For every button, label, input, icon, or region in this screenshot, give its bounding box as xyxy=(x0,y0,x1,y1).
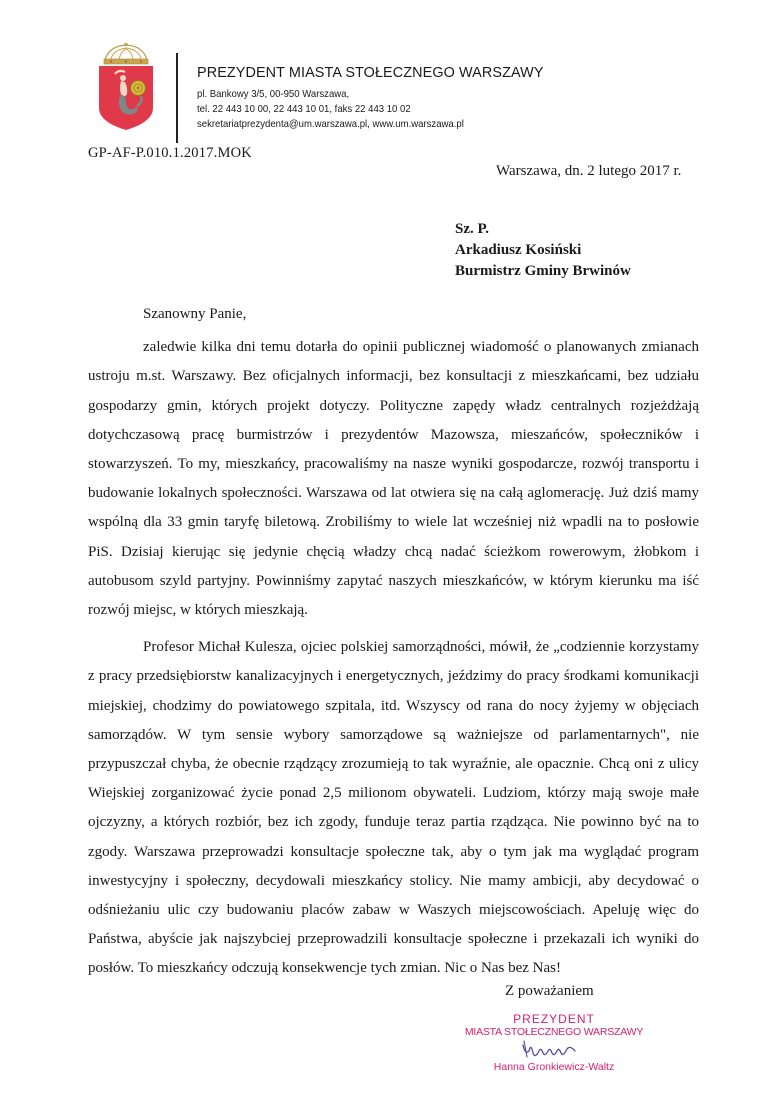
recipient-block xyxy=(455,219,631,282)
signatory-name: Hanna Gronkiewicz-Waltz xyxy=(493,1061,615,1073)
reference-number: GP-AF-P.010.1.2017.MOK xyxy=(88,145,252,161)
round-shield-icon xyxy=(131,81,146,96)
recipient-honorific: Sz. P. xyxy=(455,221,490,237)
closing-phrase: Z poważaniem xyxy=(505,983,594,999)
signature-stamp xyxy=(440,1013,650,1074)
body-paragraph: zaledwie kilka dni temu dotarła do opinii publicznej wiadomość o planowanych zmianach ustroju m.st. Warszawy. Bez oficjalnych informacji, bez konsultacji z mieszkańcami, bez udziału gospodarzy gmin, których projekt dotyczy. Polityczne zapędy władz centralnych rozjeżdżają dotychczasową pracę burmistrzów i prezydentów Mazowsza, mieszańców, społeczników i stowarzyszeń. To my, mieszkańcy, pracowaliśmy na nasze wyniki gospodarcze, rozwój transportu i budowanie lokalnych społeczności. Warszawa od lat otwiera się na całą aglomerację. Już dziś mamy wspólną dla 33 gmin taryfę biletową. Zrobiliśmy to wiele lat wcześniej niż wpadli na to posłowie PiS. Dzisiaj kierując się jedynie chęcią władzy chcą nadać ścieżkom rowerowym, żłobkom i autobusom szyld partyjny. Powinniśmy zapytać naszych mieszkańców, w którym kierunku ma iść rozwój miejsc, w których mieszkają. xyxy=(88,339,699,619)
handwritten-signature-icon xyxy=(515,1039,585,1061)
salutation: Szanowny Panie, xyxy=(143,306,247,322)
letterhead xyxy=(0,0,775,150)
recipient-title: Burmistrz Gminy Brwinów xyxy=(455,263,631,279)
crown-icon xyxy=(104,43,148,64)
date-line: Warszawa, dn. 2 lutego 2017 r. xyxy=(496,163,682,179)
body-paragraph: Profesor Michał Kulesza, ojciec polskiej samorządności, mówił, że „codziennie korzystamy z pracy przedsiębiorstw kanalizacyjnych i energetycznych, jeździmy do pracy środkami komunikacji miejskiej, chodzimy do powiatowego szpitala, itd. Wszyscy od rana do nocy żyjemy w objęciach samorządów. W tym sensie wybory samorządowe są ważniejsze od parlamentarnych", nie przypuszczał chyba, że obecnie rządzący zrozumieją to tak wyraźnie, ale opacznie. Chcą oni z ulicy Wiejskiej zorganizować życie ponad 2,5 milionom obywateli. Ludziom, którzy mają swoje małe ojczyzny, a których rozbiór, bez ich zgody, funduje teraz partia rządząca. Nie powinno być na to zgody. Warszawa przeprowadzi konsultacje społeczne tak, aby o tym jak ma wyglądać program inwestycyjny i społeczny, decydowali mieszkańcy stolicy. Nie mamy ambicji, aby decydować o odśnieżaniu ulic czy budowaniu placów zabaw w Waszych miejscowościach. Apeluję więc do Państwa, abyście jak najszybciej przeprowadzili konsultacje społeczne i przekazali ich wyniki do posłów. To mieszkańcy odczują konsekwencje tych zmian. Nic o Nas bez Nas! xyxy=(88,639,699,977)
org-info xyxy=(197,64,558,132)
org-contact: sekretariatprezydenta@um.warszawa.pl, www.um.warszawa.pl xyxy=(197,119,464,130)
org-phones: tel. 22 443 10 00, 22 443 10 01, faks 22 443 10 02 xyxy=(197,104,411,115)
letter-body xyxy=(88,300,699,992)
org-address: pl. Bankowy 3/5, 00-950 Warszawa, xyxy=(197,89,350,100)
stamp-title: PREZYDENT xyxy=(513,1012,595,1026)
org-name: PREZYDENT MIASTA STOŁECZNEGO WARSZAWY xyxy=(197,64,544,81)
stamp-subtitle: MIASTA STOŁECZNEGO WARSZAWY xyxy=(464,1026,644,1038)
recipient-name: Arkadiusz Kosiński xyxy=(455,242,582,258)
warsaw-coat-of-arms-icon xyxy=(95,42,157,132)
letterhead-divider xyxy=(176,53,178,143)
